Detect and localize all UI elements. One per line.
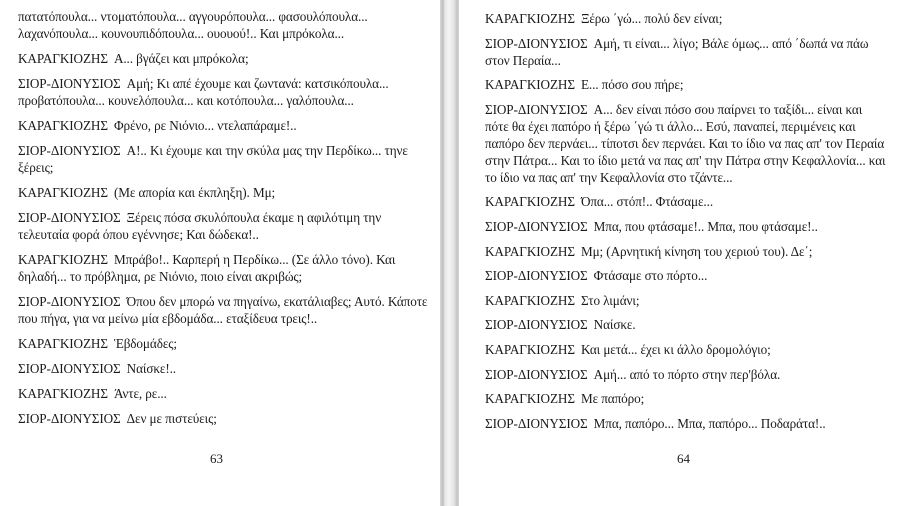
- speaker-name: ΣΙΟΡ-ΔΙΟΝΥΣΙΟΣ: [18, 411, 121, 426]
- dialogue-text: Μπράβο!.. Καρπερή η Περδίκω... (Σε άλλο τόνο). Και δηλαδή... το πρόβλημα, ρε Νιόνιο, ποιο είναι ακριβώς;: [18, 252, 396, 284]
- dialogue-text: Όπου δεν μπορώ να πηγαίνω, εκατάλιαβες; Αυτό. Κάποτε που πήγα, για να μείνω μία εβδομάδα... εταξίδευα τρεις!..: [18, 294, 428, 326]
- dialogue-paragraph: [485, 101, 889, 186]
- speaker-name: ΣΙΟΡ-ΔΙΟΝΥΣΙΟΣ: [18, 210, 121, 225]
- dialogue-paragraph: [18, 184, 428, 201]
- dialogue-paragraph: [485, 292, 889, 309]
- dialogue-paragraph: [18, 335, 428, 352]
- dialogue-paragraph: [485, 10, 889, 27]
- speaker-name: ΚΑΡΑΓΚΙΟΖΗΣ: [485, 11, 575, 26]
- dialogue-paragraph: [18, 142, 428, 176]
- dialogue-text: Με παπόρο;: [580, 391, 645, 407]
- dialogue-text: Ξέρεις πόσα σκυλόπουλα έκαμε η αφιλότιμη την τελευταία φορά όπου εγέννησε; Και δώδεκα!..: [18, 210, 382, 242]
- dialogue-paragraph: [18, 293, 428, 327]
- speaker-name: ΚΑΡΑΓΚΙΟΖΗΣ: [485, 194, 575, 210]
- speaker-name: ΣΙΟΡ-ΔΙΟΝΥΣΙΟΣ: [18, 294, 121, 309]
- dialogue-paragraph: [18, 8, 428, 42]
- speaker-name: ΣΙΟΡ-ΔΙΟΝΥΣΙΟΣ: [18, 361, 121, 376]
- dialogue-text: Αμή; Κι απέ έχουμε και ζωντανά: κατσικόπουλα... προβατόπουλα... κουνελόπουλα... και κοτόπουλα... γαλόπουλα...: [18, 76, 389, 108]
- dialogue-text: Αμή, τι είναι... λίγο; Βάλε όμως... από ΄δωπά να πάω στον Περαία...: [485, 35, 869, 68]
- left-page: [0, 0, 440, 506]
- dialogue-text: Ναίσκε!..: [126, 361, 176, 376]
- speaker-name: ΣΙΟΡ-ΔΙΟΝΥΣΙΟΣ: [485, 366, 588, 382]
- dialogue-paragraph: [485, 415, 889, 432]
- speaker-name: ΚΑΡΑΓΚΙΟΖΗΣ: [18, 185, 108, 200]
- dialogue-text: πατατόπουλα... ντοματόπουλα... αγγουρόπουλα... φασουλόπουλα... λαχανόπουλα... κουνουπιδόπουλα... ουουού!.. Και μπρόκολα...: [18, 9, 368, 41]
- dialogue-paragraph: [18, 251, 428, 285]
- dialogue-paragraph: [18, 385, 428, 402]
- dialogue-text: Μπα, παπόρο... Μπα, παπόρο... Ποδαράτα!..: [593, 415, 826, 431]
- right-page-number: 64: [677, 451, 690, 466]
- speaker-name: ΚΑΡΑΓΚΙΟΖΗΣ: [485, 391, 575, 407]
- speaker-name: ΚΑΡΑΓΚΙΟΖΗΣ: [18, 252, 108, 267]
- dialogue-text: Μπα, που φτάσαμε!.. Μπα, που φτάσαμε!..: [593, 218, 818, 234]
- speaker-name: ΣΙΟΡ-ΔΙΟΝΥΣΙΟΣ: [18, 143, 121, 158]
- dialogue-text: Όπα... στόπ!.. Φτάσαμε...: [580, 194, 714, 210]
- dialogue-paragraph: [485, 218, 889, 235]
- right-page: [459, 0, 901, 506]
- right-page-text: [485, 10, 889, 432]
- dialogue-text: Μμ; (Αρνητική κίνηση του χεριού του). Δε΄;: [580, 243, 813, 259]
- dialogue-paragraph: [485, 267, 889, 284]
- speaker-name: ΣΙΟΡ-ΔΙΟΝΥΣΙΟΣ: [485, 218, 588, 234]
- dialogue-paragraph: [485, 366, 889, 383]
- dialogue-text: Ἑβδομάδες;: [113, 336, 177, 351]
- dialogue-paragraph: [485, 390, 889, 407]
- speaker-name: ΚΑΡΑΓΚΙΟΖΗΣ: [485, 77, 575, 93]
- speaker-name: ΣΙΟΡ-ΔΙΟΝΥΣΙΟΣ: [485, 101, 588, 117]
- speaker-name: ΣΙΟΡ-ΔΙΟΝΥΣΙΟΣ: [485, 415, 588, 431]
- dialogue-text: Ε... πόσο σου πήρε;: [580, 77, 684, 93]
- dialogue-text: Άντε, ρε...: [113, 386, 167, 401]
- speaker-name: ΣΙΟΡ-ΔΙΟΝΥΣΙΟΣ: [485, 268, 588, 284]
- speaker-name: ΣΙΟΡ-ΔΙΟΝΥΣΙΟΣ: [485, 35, 588, 51]
- dialogue-paragraph: [485, 341, 889, 358]
- dialogue-text: (Με απορία και έκπληξη). Μμ;: [113, 185, 276, 200]
- dialogue-paragraph: [485, 316, 889, 333]
- speaker-name: ΣΙΟΡ-ΔΙΟΝΥΣΙΟΣ: [485, 317, 588, 333]
- speaker-name: ΚΑΡΑΓΚΙΟΖΗΣ: [485, 292, 575, 308]
- dialogue-paragraph: [18, 209, 428, 243]
- dialogue-paragraph: [18, 360, 428, 377]
- dialogue-paragraph: [485, 243, 889, 260]
- book-gutter: [440, 0, 459, 506]
- dialogue-paragraph: [18, 75, 428, 109]
- dialogue-text: Α... βγάζει και μπρόκολα;: [113, 51, 249, 66]
- speaker-name: ΚΑΡΑΓΚΙΟΖΗΣ: [18, 118, 108, 133]
- dialogue-paragraph: [485, 35, 889, 69]
- dialogue-paragraph: [485, 193, 889, 210]
- dialogue-text: Δεν με πιστεύεις;: [126, 411, 217, 426]
- speaker-name: ΚΑΡΑΓΚΙΟΖΗΣ: [485, 243, 575, 259]
- dialogue-text: Και μετά... έχει κι άλλο δρομολόγιο;: [580, 341, 771, 357]
- speaker-name: ΚΑΡΑΓΚΙΟΖΗΣ: [18, 51, 108, 66]
- speaker-name: ΚΑΡΑΓΚΙΟΖΗΣ: [18, 336, 108, 351]
- dialogue-paragraph: [18, 50, 428, 67]
- speaker-name: ΚΑΡΑΓΚΙΟΖΗΣ: [485, 341, 575, 357]
- dialogue-text: Στο λιμάνι;: [580, 292, 640, 308]
- dialogue-text: Φρένο, ρε Νιόνιο... ντελαπάραμε!..: [113, 118, 297, 133]
- dialogue-paragraph: [18, 410, 428, 427]
- speaker-name: ΚΑΡΑΓΚΙΟΖΗΣ: [18, 386, 108, 401]
- dialogue-text: Ναίσκε.: [593, 317, 636, 333]
- dialogue-paragraph: [18, 117, 428, 134]
- left-page-number: 63: [210, 451, 223, 466]
- speaker-name: ΣΙΟΡ-ΔΙΟΝΥΣΙΟΣ: [18, 76, 121, 91]
- dialogue-text: Α!.. Κι έχουμε και την σκύλα μας την Περδίκω... τηνε ξέρεις;: [18, 143, 408, 175]
- dialogue-text: Φτάσαμε στο πόρτο...: [593, 268, 708, 284]
- dialogue-text: Αμή... από το πόρτο στην περ'βόλα.: [593, 366, 781, 382]
- dialogue-text: Ξέρω ΄γώ... πολύ δεν είναι;: [580, 11, 723, 26]
- left-page-text: [18, 8, 428, 427]
- dialogue-paragraph: [485, 76, 889, 93]
- dialogue-text: Α... δεν είναι πόσο σου παίρνει το ταξίδι... είναι και πότε θα έχει παπόρο ή ξέρω ΄γώ τι άλλο... Εσύ, παναπεί, περιμένεις και παπόρο δεν περνάει... τίποτσι δεν περνάει. Και το ίδιο να πας απ' τον Περαία στην Πάτρα... Και το ίδιο μετά να πας απ' την Πάτρα στην Κεφαλλονία... και το ίδιο να πας απ' την Κεφαλλονία στο τζάντε...: [485, 101, 886, 185]
